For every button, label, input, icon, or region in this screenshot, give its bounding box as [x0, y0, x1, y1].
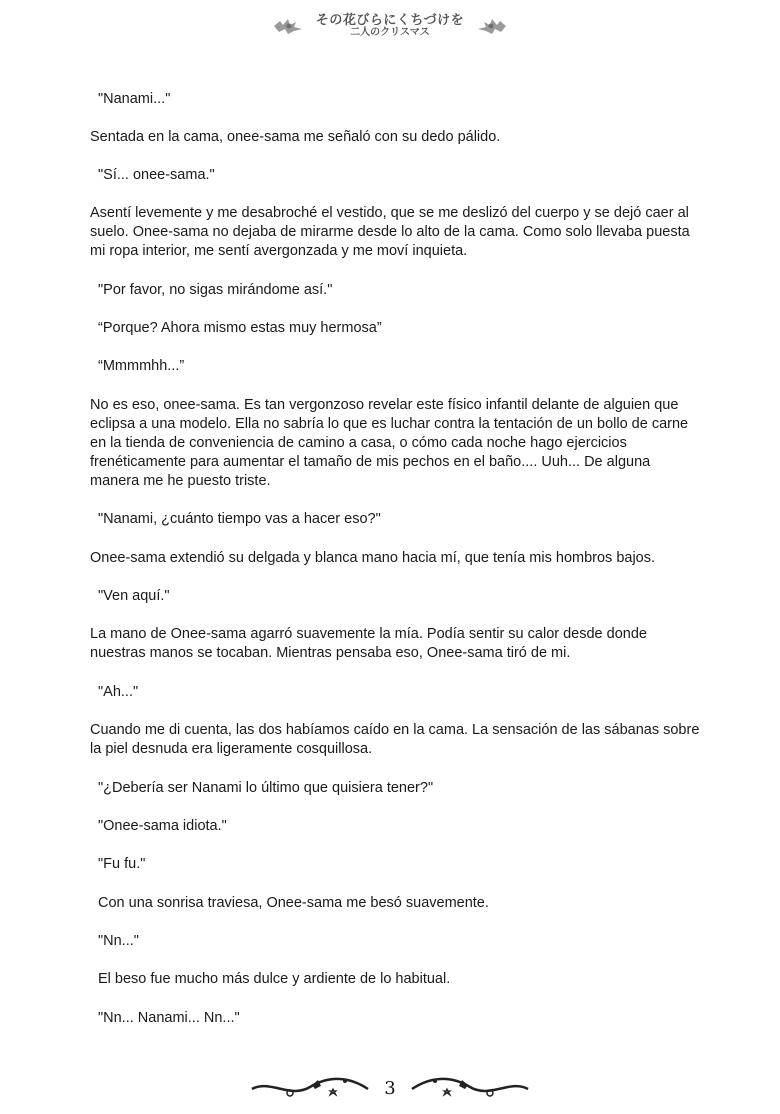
narration-paragraph: Cuando me di cuenta, las dos habíamos caído en la cama. La sensación de las sábanas sobre la piel desnuda era ligeramente cosquillosa.: [90, 722, 700, 757]
dialogue-line: "Nanami...": [98, 91, 171, 107]
book-title-main: その花びらにくちづけを: [315, 12, 465, 28]
dialogue-line: "Ven aquí.": [98, 588, 170, 604]
narration-paragraph: Asentí levemente y me desabroché el vestido, que se me deslizó del cuerpo y se dejó caer al suelo. Onee-sama no dejaba de mirarme desde lo alto de la cama. Como solo llevaba puesta mi ropa interior, me sentí avergonzada y me moví inquieta.: [90, 205, 690, 259]
narration-paragraph: Onee-sama extendió su delgada y blanca mano hacia mí, que tenía mis hombros bajos.: [90, 550, 656, 566]
holly-icon: [272, 15, 306, 37]
dialogue-line: "Ah...": [98, 684, 139, 700]
dialogue-line: “Mmmmhh...”: [98, 358, 185, 374]
dialogue-line: "Por favor, no sigas mirándome así.": [98, 282, 333, 298]
dialogue-line: "Fu fu.": [98, 856, 146, 872]
narration-paragraph: La mano de Onee-sama agarró suavemente la mía. Podía sentir su calor desde donde nuestras manos se tocaban. Mientras pensaba eso, Onee-sama tiró de mi.: [90, 626, 647, 661]
page-header: [0, 6, 780, 46]
narration-paragraph: No es eso, onee-sama. Es tan vergonzoso revelar este físico infantil delante de alguien que eclipsa a una modelo. Ella no sabría lo que es luchar contra la tentación de un bollo de carne en la tienda de conveniencia de camino a casa, o cómo cada noche hago ejercicios frenéticamente para aumentar el tamaño de mis pechos en el baño.... Uuh... De alguna manera me he puesto triste.: [90, 397, 689, 489]
book-title: [316, 14, 464, 38]
narration-paragraph: Con una sonrisa traviesa, Onee-sama me besó suavemente.: [98, 895, 489, 911]
dialogue-line: "¿Debería ser Nanami lo último que quisiera tener?": [98, 780, 434, 796]
dialogue-line: "Nn... Nanami... Nn...": [98, 1010, 240, 1026]
narration-paragraph: El beso fue mucho más dulce y ardiente de lo habitual.: [98, 971, 451, 987]
dialogue-line: "Sí... onee-sama.": [98, 167, 215, 183]
narration-paragraph: Sentada en la cama, onee-sama me señaló con su dedo pálido.: [90, 129, 501, 145]
page-number: 3: [384, 1077, 396, 1099]
book-title-sub: 二人のクリスマス: [350, 26, 430, 38]
dialogue-line: “Porque? Ahora mismo estas muy hermosa”: [98, 320, 382, 336]
ornament-right-icon: [410, 1073, 530, 1103]
ornament-left-icon: [250, 1073, 370, 1103]
dialogue-line: "Nn...": [98, 933, 139, 949]
holly-icon: [474, 15, 508, 37]
dialogue-line: "Nanami, ¿cuánto tiempo vas a hacer eso?": [98, 511, 381, 527]
page-footer: [0, 1068, 780, 1108]
dialogue-line: "Onee-sama idiota.": [98, 818, 227, 834]
